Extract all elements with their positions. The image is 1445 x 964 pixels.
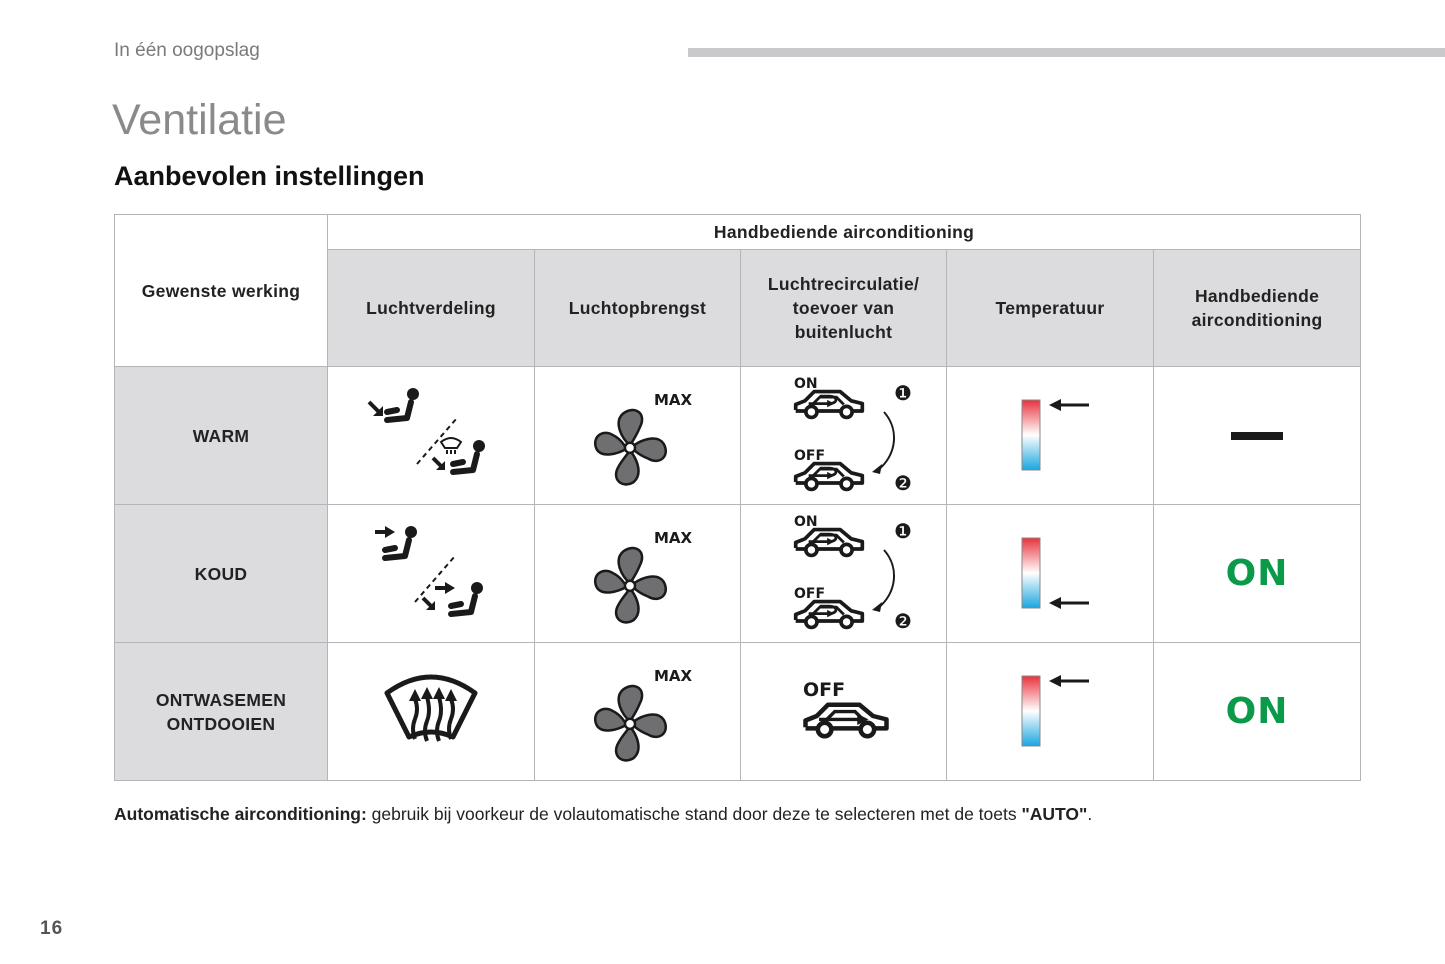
temperature-cell	[947, 505, 1154, 643]
section-label: In één oogopslag	[114, 40, 260, 61]
header-manual-ac	[1154, 250, 1361, 367]
step-2-icon: ❷	[893, 608, 912, 633]
recirculation-cell	[741, 505, 947, 643]
face-and-feet-airflow-icon	[361, 512, 501, 636]
fan-max-label: MAX	[653, 390, 692, 409]
windscreen-demist-icon	[381, 667, 481, 757]
dash-icon	[1231, 432, 1283, 440]
step-2-icon: ❷	[893, 470, 912, 495]
row-label-demist-defrost	[115, 643, 328, 781]
fan-max-icon	[578, 381, 698, 491]
recirculation-on-then-off-icon	[774, 374, 914, 498]
recommended-settings-table	[114, 214, 1361, 781]
page-number: 16	[40, 918, 64, 939]
header-recirculation	[741, 250, 947, 367]
row-label-text: KOUD	[194, 563, 248, 584]
temperature-cell	[947, 643, 1154, 781]
header-manual-ac-label: Handbediende airconditioning	[1191, 286, 1323, 330]
recirc-on-label: ON	[793, 513, 818, 530]
flow-cell	[535, 643, 741, 781]
ac-cell	[1154, 643, 1361, 781]
fan-max-label: MAX	[653, 528, 692, 547]
header-recirculation-label: Luchtrecirculatie/ toevoer van buitenlucht	[767, 274, 920, 342]
footnote-text: gebruik bij voorkeur de volautomatische stand door deze te selecteren met de toets	[366, 804, 1022, 824]
section-subtitle: Aanbevolen instellingen	[114, 161, 425, 191]
page-title: Ventilatie	[112, 96, 287, 144]
recirculation-cell	[741, 643, 947, 781]
temperature-hot-icon	[1005, 667, 1095, 757]
footnote	[114, 804, 1092, 825]
recirc-on-label: ON	[793, 375, 818, 392]
table-row	[115, 505, 1361, 643]
step-1-icon: ❶	[893, 518, 912, 543]
footnote-end: .	[1087, 804, 1093, 824]
ac-on-label: ON	[1225, 691, 1289, 732]
header-air-flow: Luchtopbrengst	[535, 250, 741, 367]
recirculation-cell	[741, 367, 947, 505]
distribution-cell	[328, 643, 535, 781]
flow-cell	[535, 505, 741, 643]
recirc-off-label: OFF	[802, 678, 845, 701]
fan-max-icon	[578, 657, 698, 767]
header-desired-operation: Gewenste werking	[115, 215, 328, 367]
distribution-cell	[328, 367, 535, 505]
outside-air-icon	[789, 672, 899, 752]
table-row	[115, 367, 1361, 505]
temperature-cold-icon	[1005, 529, 1095, 619]
header-air-distribution: Luchtverdeling	[328, 250, 535, 367]
fan-max-icon	[578, 519, 698, 629]
footnote-key-label: "AUTO"	[1021, 804, 1088, 824]
temperature-hot-icon	[1005, 391, 1095, 481]
footnote-lead: Automatische airconditioning:	[114, 804, 367, 824]
row-label-text: WARM	[192, 425, 250, 446]
table-row	[115, 643, 1361, 781]
recirc-off-label: OFF	[793, 585, 825, 602]
row-label-text: ONTWASEMEN	[155, 689, 287, 710]
distribution-cell	[328, 505, 535, 643]
feet-and-windscreen-airflow-icon	[361, 374, 501, 498]
recirc-off-label: OFF	[793, 447, 825, 464]
header-rule	[688, 48, 1445, 57]
row-label-koud	[115, 505, 328, 643]
recirculation-on-then-off-icon	[774, 512, 914, 636]
fan-max-label: MAX	[653, 666, 692, 685]
ac-cell	[1154, 505, 1361, 643]
row-label-text: ONTDOOIEN	[166, 713, 276, 734]
row-label-warm	[115, 367, 328, 505]
temperature-cell	[947, 367, 1154, 505]
header-temperature: Temperatuur	[947, 250, 1154, 367]
header-manual-ac-group: Handbediende airconditioning	[328, 215, 1361, 250]
ac-cell	[1154, 367, 1361, 505]
step-1-icon: ❶	[893, 380, 912, 405]
ac-on-label: ON	[1225, 553, 1289, 594]
flow-cell	[535, 367, 741, 505]
